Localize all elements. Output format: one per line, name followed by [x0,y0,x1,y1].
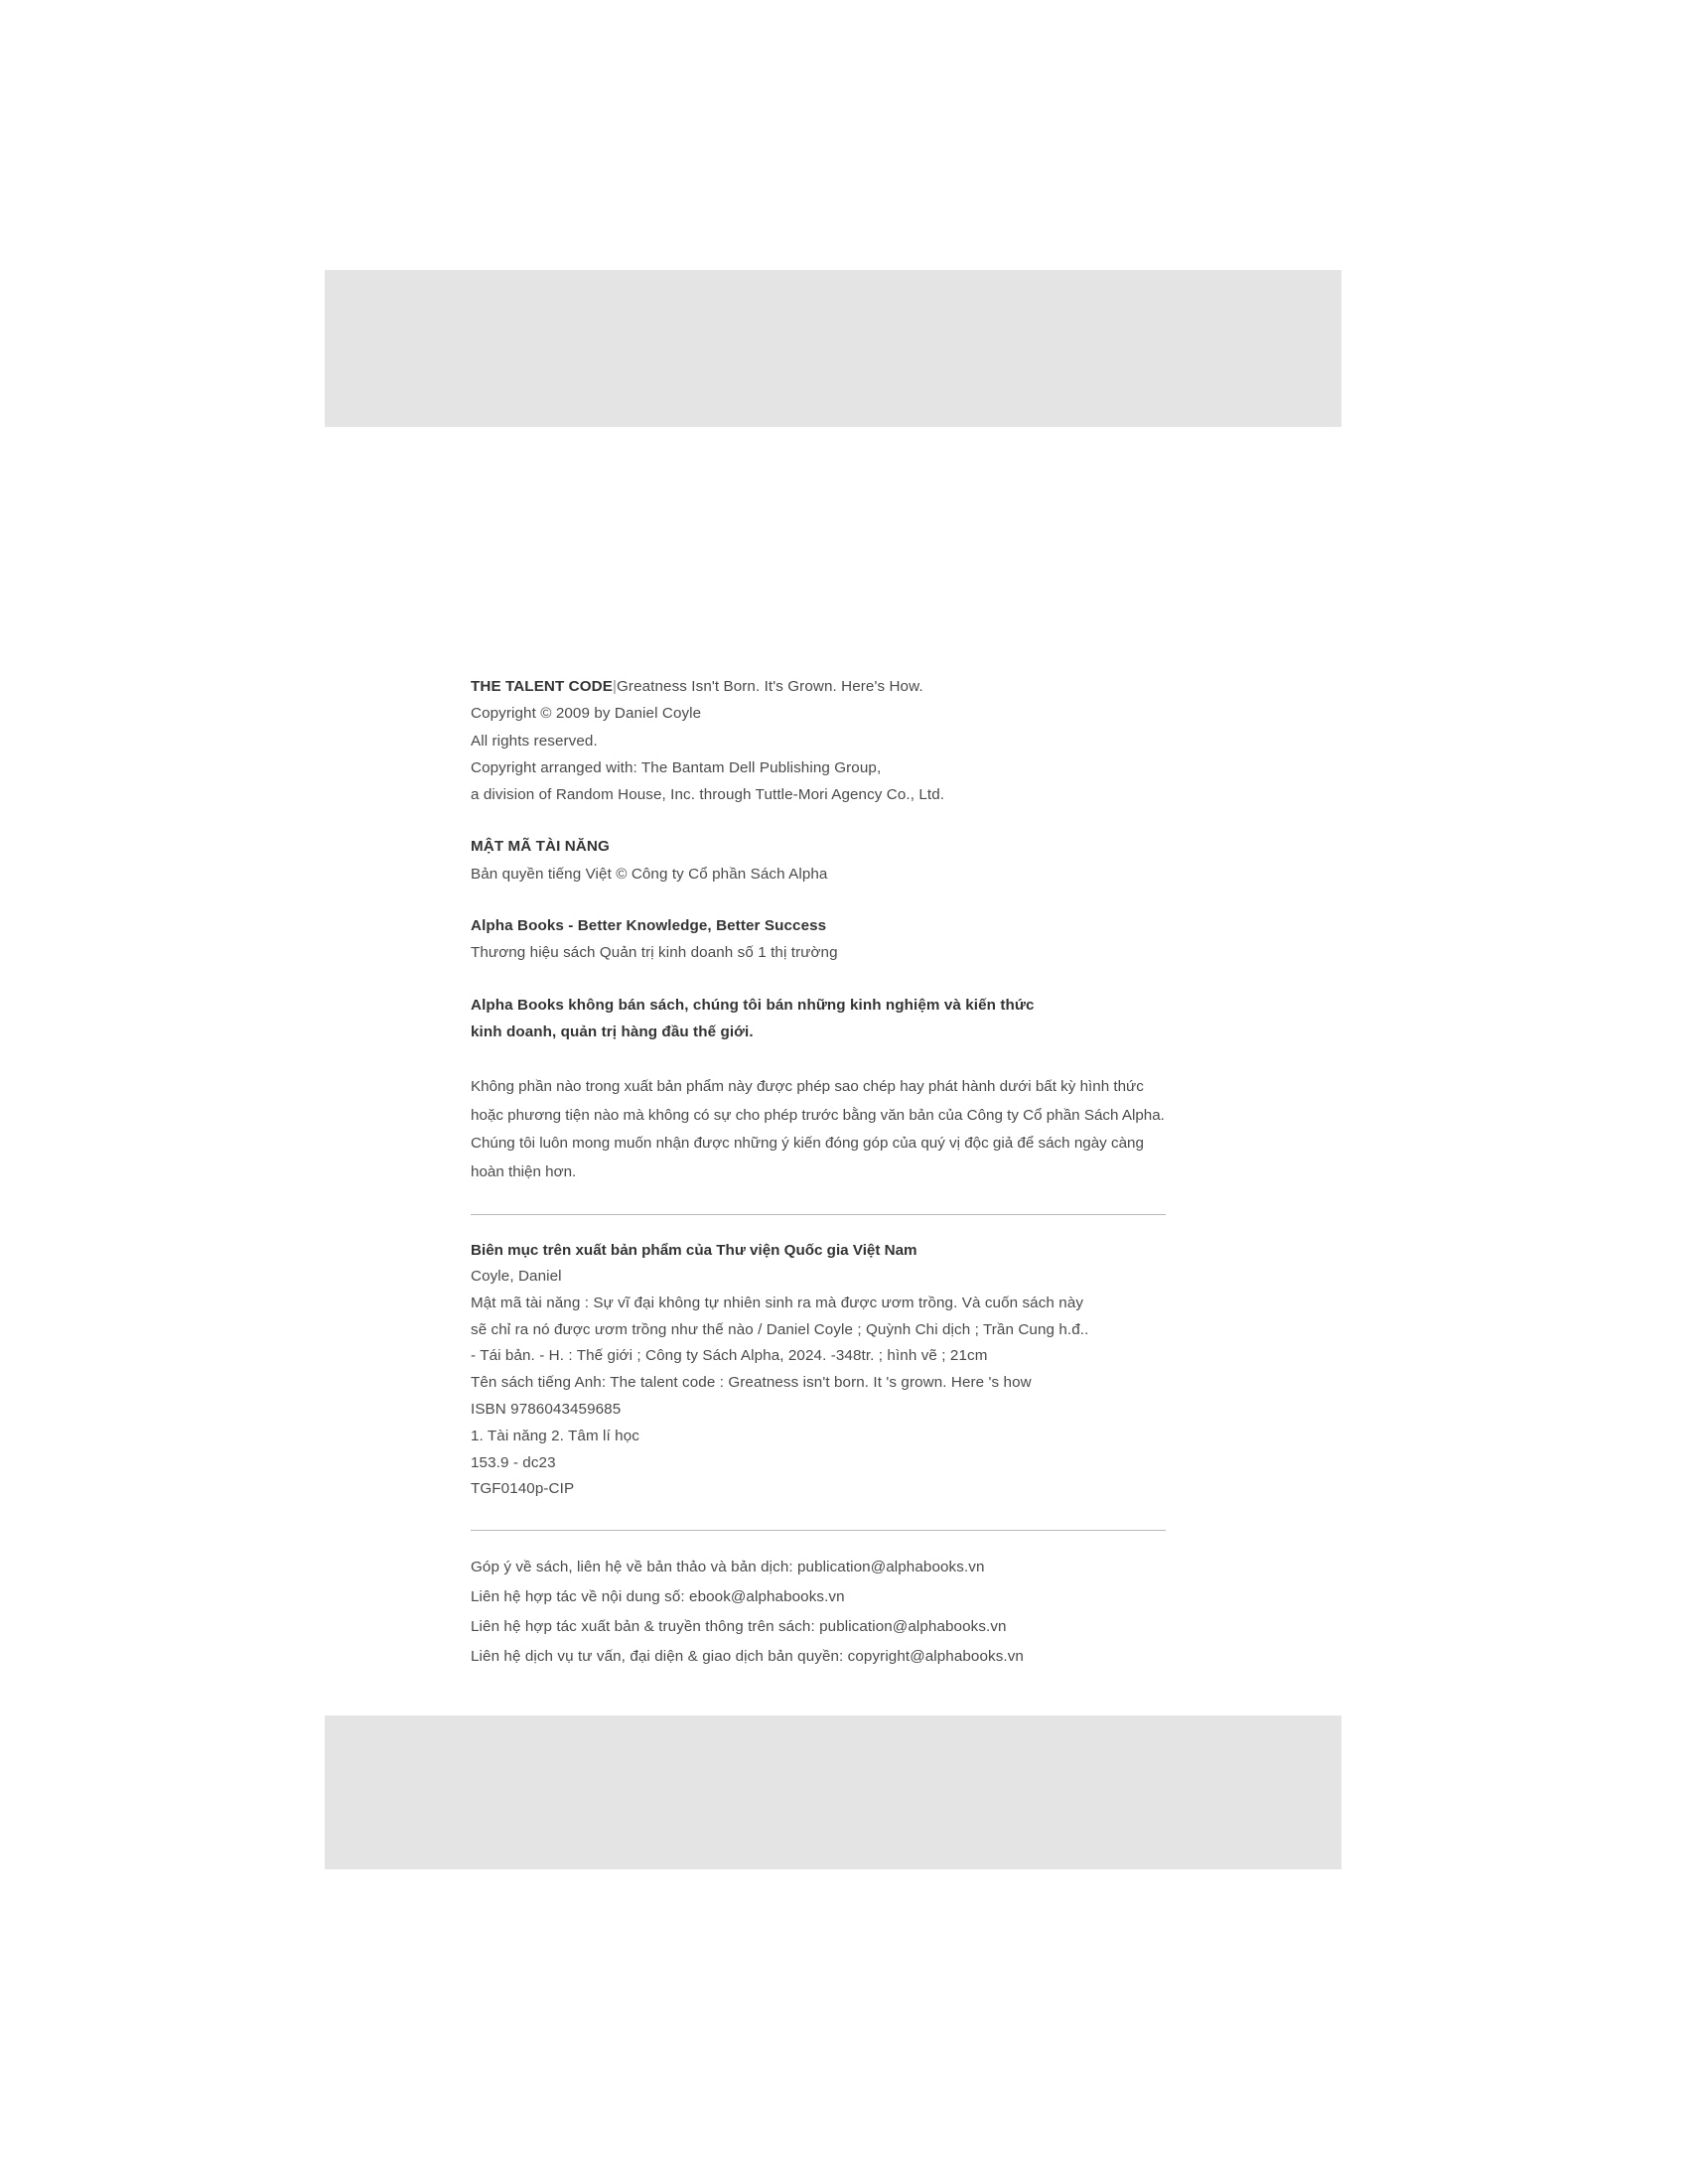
contact-publication-line: Góp ý về sách, liên hệ về bản thảo và bản dịch: publication@alphabooks.vn [471,1559,985,1576]
contact-block [471,1553,1186,1672]
cip-edition-line: - Tái bản. - H. : Thế giới ; Công ty Sách Alpha, 2024. -348tr. ; hình vẽ ; 21cm [471,1347,988,1365]
divider-bottom [471,1530,1166,1531]
cip-author: Coyle, Daniel [471,1267,562,1285]
copyright-arranged-line: Copyright arranged with: The Bantam Dell Publishing Group, [471,758,882,776]
rights-reserved-line: All rights reserved. [471,732,598,750]
title-separator: | [612,678,618,695]
vietnamese-rights-line: Bản quyền tiếng Việt © Công ty Cổ phần Sách Alpha [471,865,828,883]
spacer-1 [471,808,1186,833]
cip-subjects: 1. Tài năng 2. Tâm lí học [471,1427,639,1444]
copyright-agency-line: a division of Random House, Inc. through Tuttle-Mori Agency Co., Ltd. [471,786,945,804]
divider-top [471,1214,1166,1215]
spacer-4 [471,1045,1186,1073]
publisher-tagline: Alpha Books - Better Knowledge, Better Success [471,917,827,935]
book-title-english: THE TALENT CODE [471,678,613,695]
spacer-3 [471,967,1186,992]
copyright-page-content [471,673,1186,1672]
slogan-block [471,992,1186,1046]
spacer-2 [471,887,1186,912]
publisher-subtitle: Thương hiệu sách Quản trị kinh doanh số 1 thị trường [471,944,838,962]
book-title-vietnamese: MẬT MÃ TÀI NĂNG [471,838,610,856]
slogan-line-1: Alpha Books không bán sách, chúng tôi bán những kinh nghiệm và kiến thức [471,996,1035,1014]
rights-paragraph: Không phần nào trong xuất bản phẩm này được phép sao chép hay phát hành dưới bất kỳ hình thức hoặc phương tiện nào mà không có sự cho phép trước bằng văn bản của Công ty Cổ phần Sách Alpha. Chúng tôi luôn mong muốn nhận được những ý kiến đóng góp của quý vị độc giả để sách ngày càng hoàn thiện hơn. [471,1078,1165,1181]
contact-partnership-line: Liên hệ hợp tác xuất bản & truyền thông trên sách: publication@alphabooks.vn [471,1618,1007,1636]
book-title-line [471,673,1186,700]
cip-title-line-1: Mật mã tài năng : Sự vĩ đại không tự nhiên sinh ra mà được ươm trồng. Và cuốn sách này [471,1294,1084,1311]
book-subtitle-english: Greatness Isn't Born. It's Grown. Here's How. [617,678,923,695]
copyright-line: Copyright © 2009 by Daniel Coyle [471,705,702,723]
publisher-block [471,912,1186,967]
contact-copyright-line: Liên hệ dịch vụ tư vấn, đại diện & giao dịch bản quyền: copyright@alphabooks.vn [471,1648,1024,1666]
slogan-line-2: kinh doanh, quản trị hàng đầu thế giới. [471,1023,754,1040]
contact-ebook-line: Liên hệ hợp tác về nội dung số: ebook@alphabooks.vn [471,1588,845,1606]
top-placeholder-band [325,270,1341,427]
cip-heading: Biên mục trên xuất bản phẩm của Thư viện Quốc gia Việt Nam [471,1241,917,1259]
cip-isbn: ISBN 9786043459685 [471,1400,622,1418]
cip-ddc: 153.9 - dc23 [471,1453,556,1471]
cip-english-title-line: Tên sách tiếng Anh: The talent code : Greatness isn't born. It 's grown. Here 's how [471,1374,1032,1392]
bottom-placeholder-band [325,1715,1341,1869]
cip-title-line-2: sẽ chỉ ra nó được ươm trồng như thế nào / Daniel Coyle ; Quỳnh Chi dịch ; Trần Cung h.đ.. [471,1320,1089,1338]
vietnamese-title-block [471,833,1186,887]
english-copyright-block [471,673,1186,808]
cip-code: TGF0140p-CIP [471,1480,575,1498]
cip-block [471,1237,1186,1503]
